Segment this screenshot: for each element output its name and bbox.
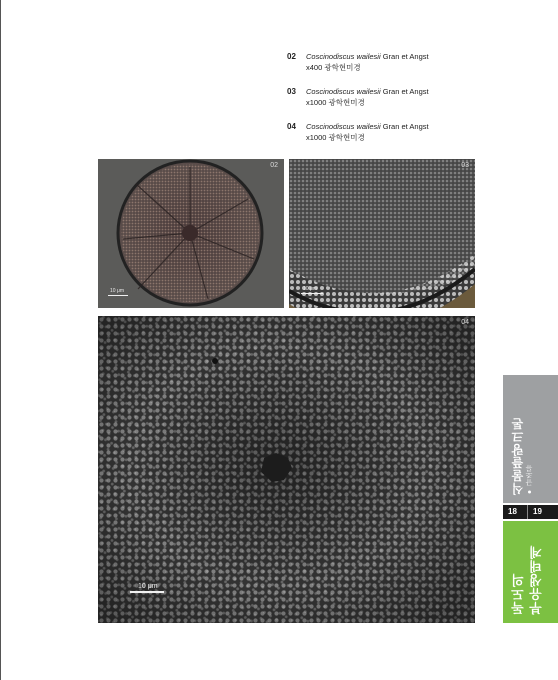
- scale-bar-label: 10 μm: [303, 286, 317, 292]
- caption-04: [287, 121, 467, 143]
- photo-number-label: 02: [270, 162, 278, 169]
- micrograph-03: [289, 159, 475, 308]
- photo-number-label: 04: [461, 319, 469, 326]
- section-tab-title: 식물플랑크톤: [511, 417, 525, 495]
- caption-authority: Gran et Angst: [380, 52, 429, 61]
- caption-number: 03: [287, 87, 296, 96]
- caption-03: [287, 86, 467, 108]
- caption-magnification: x400 광학현미경: [306, 63, 361, 72]
- page-number-left: 18: [508, 507, 517, 516]
- page-number-bar: [503, 505, 558, 519]
- scale-bar: [108, 295, 128, 296]
- caption-magnification: x1000 광학현미경: [306, 98, 365, 107]
- page-number-right: 19: [533, 507, 542, 516]
- scale-bar: [301, 293, 323, 294]
- diatom-areolae-pattern-image: [98, 316, 475, 623]
- scale-bar: [130, 591, 164, 593]
- micrograph-02: [98, 159, 284, 308]
- caption-list: [287, 51, 467, 156]
- caption-species: Coscinodiscus wailesii: [306, 87, 381, 96]
- caption-02: [287, 51, 467, 73]
- caption-number: 02: [287, 52, 296, 61]
- caption-number: 04: [287, 122, 296, 131]
- scale-bar-label: 10 μm: [110, 288, 124, 294]
- section-tab[interactable]: [503, 375, 558, 503]
- caption-authority: Gran et Angst: [380, 122, 429, 131]
- section-tab-subtitle: ● 규조류: [526, 465, 533, 495]
- scale-bar-label: 10 μm: [138, 583, 158, 590]
- photo-number-label: 03: [461, 162, 469, 169]
- book-title-line-1: 독도의: [511, 573, 526, 615]
- book-title-line-2: 부유생태계: [529, 545, 544, 615]
- diatom-whole-cell-image: [98, 159, 284, 308]
- caption-authority: Gran et Angst: [380, 87, 429, 96]
- caption-magnification: x1000 광학현미경: [306, 133, 365, 142]
- micrograph-04: [98, 316, 475, 623]
- caption-species: Coscinodiscus wailesii: [306, 52, 381, 61]
- book-title-tab[interactable]: [503, 521, 558, 623]
- page-edge-rule: [0, 0, 1, 680]
- caption-species: Coscinodiscus wailesii: [306, 122, 381, 131]
- page-number-divider: [527, 505, 528, 519]
